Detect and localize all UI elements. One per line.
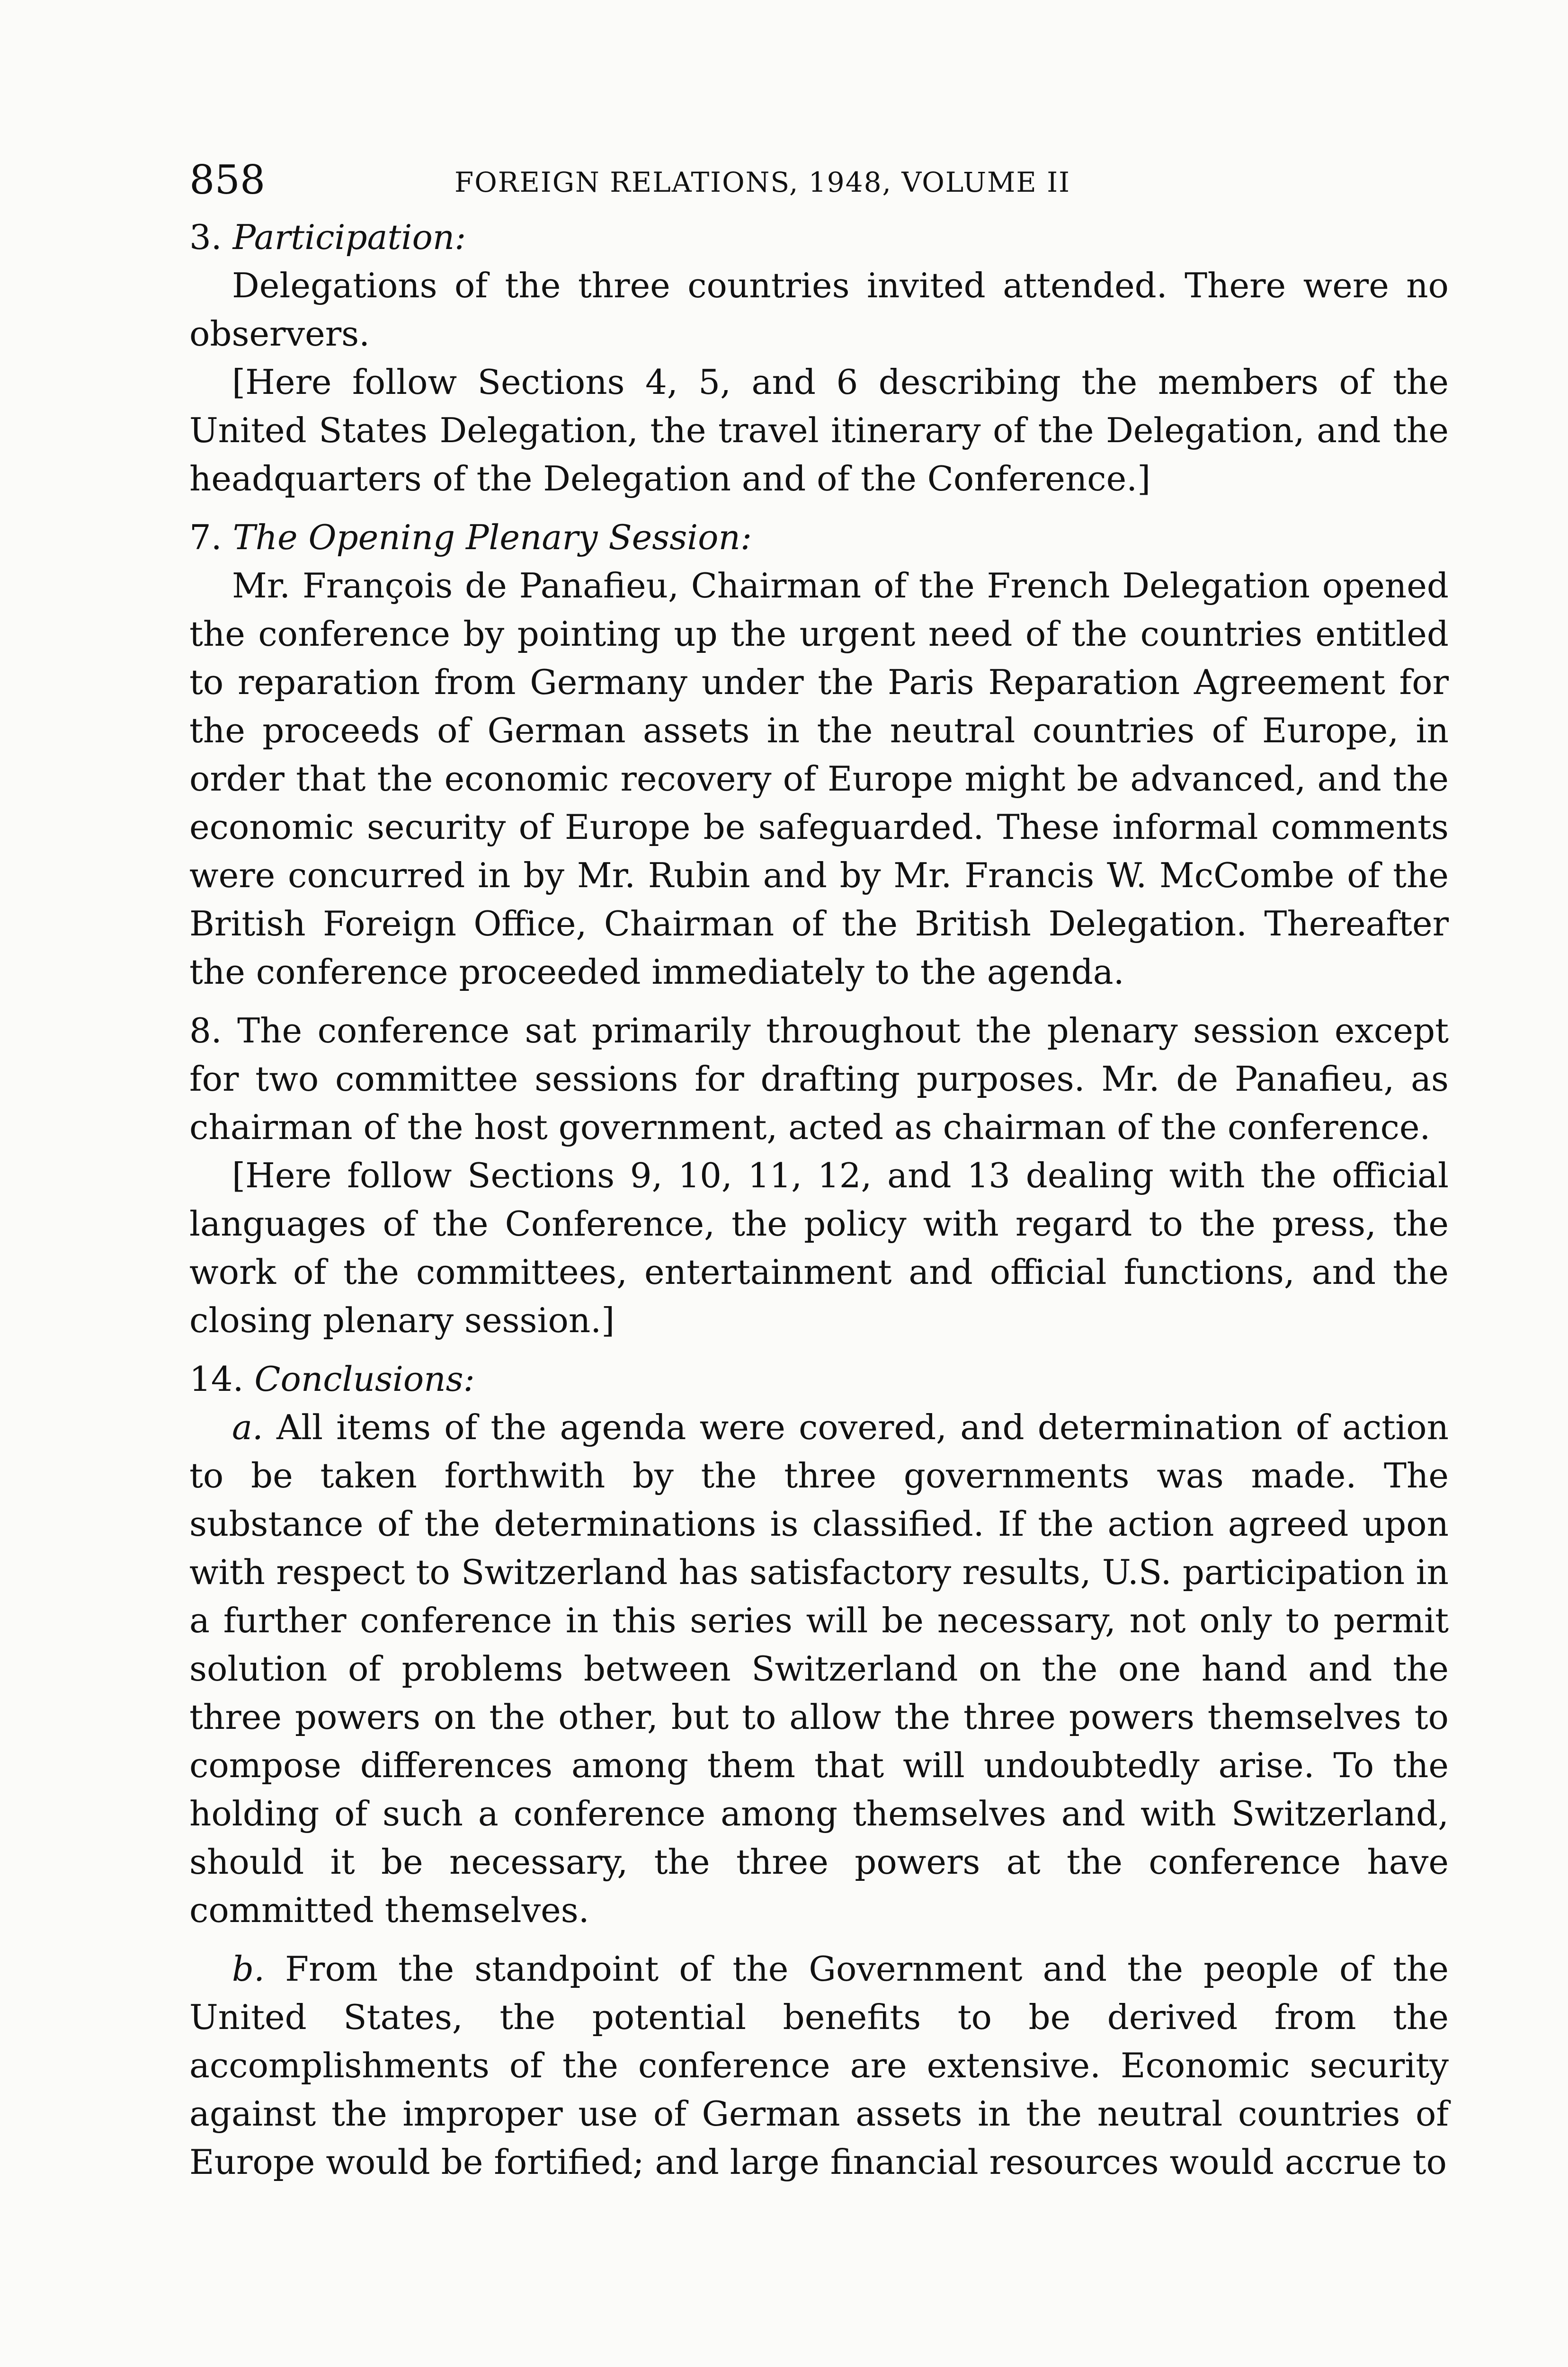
section-3-heading [189,213,1449,261]
section-14-title: Conclusions: [254,1359,475,1399]
conclusion-b-paragraph [189,1945,1449,2186]
section-8-paragraph: 8. The conference sat primarily throughout the plenary session except for two committee sessions for drafting purposes. Mr. de Panafieu, as chairman of the host government, acted as chairman of the conference. [189,1011,1449,1147]
conclusion-a-text: All items of the agenda were covered, and determination of action to be taken forthwith by the three governments was made. The substance of the determinations is classified. If the action agreed upon with respect to Switzerland has satisfactory results, U.S. participation in a further conference in this series will be necessary, not only to permit solution of problems between Switzerland on the one hand and the three powers on the other, but to allow the three powers themselves to compose differences among them that will undoubtedly arise. To the holding of such a conference among themselves and with Switzerland, should it be necessary, the three powers at the conference have committed themselves. [189,1407,1449,1930]
section-14-heading [189,1355,1449,1403]
conclusion-b-text: From the standpoint of the Government and the people of the United States, the potential benefits to be derived from the accomplishments of the conference are extensive. Economic security against the improper use of German assets in the neutral countries of Europe would be fortified; and large financial resources would accrue to [189,1949,1449,2182]
conclusion-b-label: b. [232,1949,265,1989]
section-7-paragraph: Mr. François de Panafieu, Chairman of the French Delegation opened the conference by pointing up the urgent need of the countries entitled to reparation from Germany under the Paris Reparation Agreement for the proceeds of German assets in the neutral countries of Europe, in order that the economic recovery of Europe might be advanced, and the economic security of Europe be safeguarded. These informal comments were concurred in by Mr. Rubin and by Mr. Francis W. McCombe of the British Foreign Office, Chairman of the British Delegation. Thereafter the conference proceeded immediately to the agenda. [189,566,1449,992]
section-7-heading [189,513,1449,561]
section-8-bracket-note: [Here follow Sections 9, 10, 11, 12, and 13 dealing with the official languages of the Conference, the policy with regard to the press, the work of the committees, entertainment and official functions, and the closing plenary session.] [189,1156,1449,1340]
running-title: FOREIGN RELATIONS, 1948, VOLUME II [454,166,1071,198]
section-7-number: 7. [189,517,222,557]
page-number: 858 [189,157,266,203]
conclusion-a-label: a. [232,1407,263,1447]
section-3-paragraph-2: [Here follow Sections 4, 5, and 6 describing the members of the United States Delegation, the travel itinerary of the Delegation, and the headquarters of the Delegation and of the Conference.] [189,362,1449,498]
section-7-title: The Opening Plenary Session: [232,517,752,557]
section-3-paragraph-1: Delegations of the three countries invited attended. There were no observers. [189,266,1449,354]
section-3-number: 3. [189,217,222,257]
section-3-title: Participation: [232,217,466,257]
section-14-number: 14. [189,1359,244,1399]
running-head [189,142,1449,213]
document-page [189,142,1449,2186]
conclusion-a-paragraph [189,1403,1449,1934]
